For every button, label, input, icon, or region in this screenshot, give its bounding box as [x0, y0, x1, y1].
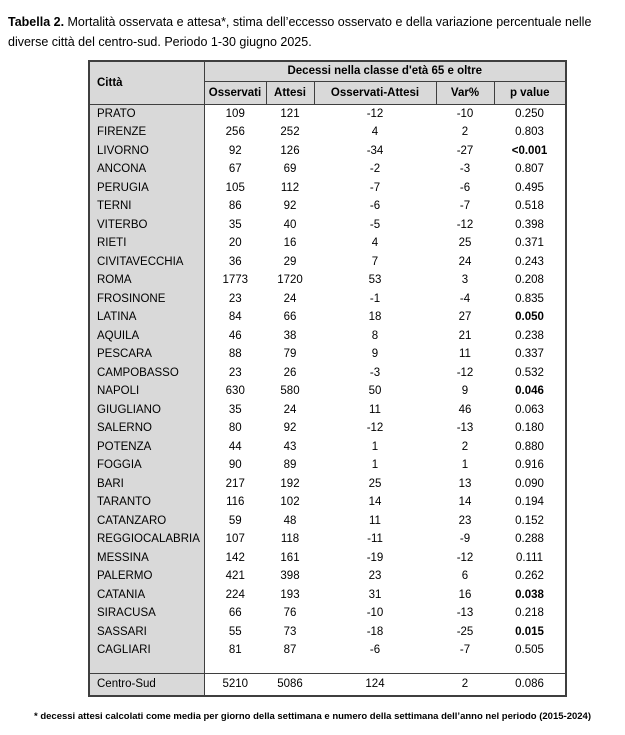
table-row: [89, 604, 566, 623]
p-value-cell: 0.194: [494, 493, 566, 512]
osservati-cell: 116: [204, 493, 266, 512]
attesi-cell: 24: [266, 290, 314, 309]
table-row: [89, 179, 566, 198]
osservati-cell: 1773: [204, 271, 266, 290]
attesi-cell: 192: [266, 475, 314, 494]
table-row: [89, 308, 566, 327]
table-row: [89, 438, 566, 457]
city-cell: REGGIOCALABRIA: [89, 530, 204, 549]
summary-p-value-cell: 0.086: [494, 673, 566, 696]
osservati-cell: 92: [204, 142, 266, 161]
diff-cell: 1: [314, 438, 436, 457]
attesi-cell: 161: [266, 549, 314, 568]
var-cell: 6: [436, 567, 494, 586]
group-header-row: [89, 61, 566, 82]
summary-var-cell: 2: [436, 673, 494, 696]
table-row: [89, 216, 566, 235]
diff-cell: 50: [314, 382, 436, 401]
attesi-cell: 76: [266, 604, 314, 623]
osservati-cell: 23: [204, 290, 266, 309]
table-row: [89, 234, 566, 253]
osservati-cell: 105: [204, 179, 266, 198]
p-value-cell: 0.398: [494, 216, 566, 235]
var-cell: -13: [436, 604, 494, 623]
diff-cell: -12: [314, 104, 436, 123]
p-value-cell: 0.180: [494, 419, 566, 438]
var-cell: -27: [436, 142, 494, 161]
p-value-cell: 0.218: [494, 604, 566, 623]
osservati-cell: 36: [204, 253, 266, 272]
attesi-cell: 92: [266, 419, 314, 438]
spacer-row: [89, 660, 566, 674]
diff-cell: -19: [314, 549, 436, 568]
var-cell: -12: [436, 549, 494, 568]
table-row: [89, 382, 566, 401]
p-value-cell: 0.337: [494, 345, 566, 364]
summary-row: [89, 673, 566, 696]
city-cell: LATINA: [89, 308, 204, 327]
var-cell: -4: [436, 290, 494, 309]
spacer-city-cell: [89, 660, 204, 674]
p-value-cell: 0.916: [494, 456, 566, 475]
var-cell: 2: [436, 438, 494, 457]
attesi-cell: 252: [266, 123, 314, 142]
var-cell: -12: [436, 364, 494, 383]
table-row: [89, 142, 566, 161]
var-cell: 27: [436, 308, 494, 327]
diff-cell: 53: [314, 271, 436, 290]
attesi-cell: 38: [266, 327, 314, 346]
p-value-cell: 0.243: [494, 253, 566, 272]
osservati-cell: 20: [204, 234, 266, 253]
attesi-cell: 121: [266, 104, 314, 123]
city-cell: AQUILA: [89, 327, 204, 346]
diff-cell: 18: [314, 308, 436, 327]
table-row: [89, 549, 566, 568]
p-value-cell: 0.111: [494, 549, 566, 568]
attesi-cell: 48: [266, 512, 314, 531]
table-header: [89, 61, 566, 105]
osservati-cell: 46: [204, 327, 266, 346]
table-row: [89, 253, 566, 272]
osservati-cell: 35: [204, 401, 266, 420]
p-value-cell: 0.250: [494, 104, 566, 123]
city-cell: VITERBO: [89, 216, 204, 235]
col-header-var-pct: Var%: [436, 81, 494, 104]
city-cell: BARI: [89, 475, 204, 494]
p-value-cell: 0.803: [494, 123, 566, 142]
p-value-cell: 0.038: [494, 586, 566, 605]
attesi-cell: 26: [266, 364, 314, 383]
p-value-cell: 0.518: [494, 197, 566, 216]
osservati-cell: 630: [204, 382, 266, 401]
diff-cell: -11: [314, 530, 436, 549]
city-cell: CIVITAVECCHIA: [89, 253, 204, 272]
diff-cell: 14: [314, 493, 436, 512]
p-value-cell: 0.152: [494, 512, 566, 531]
attesi-cell: 89: [266, 456, 314, 475]
p-value-cell: 0.880: [494, 438, 566, 457]
var-cell: 1: [436, 456, 494, 475]
attesi-cell: 87: [266, 641, 314, 660]
var-cell: 16: [436, 586, 494, 605]
p-value-cell: 0.532: [494, 364, 566, 383]
attesi-cell: 102: [266, 493, 314, 512]
city-cell: SIRACUSA: [89, 604, 204, 623]
p-value-cell: 0.050: [494, 308, 566, 327]
city-cell: ANCONA: [89, 160, 204, 179]
attesi-cell: 398: [266, 567, 314, 586]
summary-diff-cell: 124: [314, 673, 436, 696]
col-group-header: Decessi nella classe d'età 65 e oltre: [204, 61, 566, 82]
diff-cell: 31: [314, 586, 436, 605]
col-header-p-value: p value: [494, 81, 566, 104]
city-cell: PALERMO: [89, 567, 204, 586]
var-cell: -9: [436, 530, 494, 549]
caption-text: Mortalità osservata e attesa*, stima dell’eccesso osservato e della variazione percentuale nelle diverse città del centro-sud. Periodo 1-30 giugno 2025.: [8, 15, 592, 50]
summary-attesi-cell: 5086: [266, 673, 314, 696]
city-cell: NAPOLI: [89, 382, 204, 401]
diff-cell: 23: [314, 567, 436, 586]
diff-cell: 1: [314, 456, 436, 475]
attesi-cell: 193: [266, 586, 314, 605]
osservati-cell: 59: [204, 512, 266, 531]
col-header-citta: Città: [89, 61, 204, 105]
p-value-cell: 0.046: [494, 382, 566, 401]
p-value-cell: 0.015: [494, 623, 566, 642]
attesi-cell: 43: [266, 438, 314, 457]
osservati-cell: 107: [204, 530, 266, 549]
table-row: [89, 290, 566, 309]
table-row: [89, 345, 566, 364]
table-row: [89, 623, 566, 642]
caption-label: Tabella 2.: [8, 15, 65, 29]
summary-city-cell: Centro-Sud: [89, 673, 204, 696]
p-value-cell: 0.495: [494, 179, 566, 198]
var-cell: 2: [436, 123, 494, 142]
osservati-cell: 35: [204, 216, 266, 235]
p-value-cell: 0.835: [494, 290, 566, 309]
table-row: [89, 493, 566, 512]
city-cell: RIETI: [89, 234, 204, 253]
osservati-cell: 81: [204, 641, 266, 660]
table-row: [89, 530, 566, 549]
diff-cell: -7: [314, 179, 436, 198]
table-caption: [8, 12, 619, 53]
diff-cell: -10: [314, 604, 436, 623]
city-cell: CATANZARO: [89, 512, 204, 531]
city-cell: SASSARI: [89, 623, 204, 642]
osservati-cell: 224: [204, 586, 266, 605]
p-value-cell: 0.371: [494, 234, 566, 253]
diff-cell: -18: [314, 623, 436, 642]
diff-cell: -3: [314, 364, 436, 383]
diff-cell: -34: [314, 142, 436, 161]
diff-cell: -1: [314, 290, 436, 309]
city-cell: CAMPOBASSO: [89, 364, 204, 383]
osservati-cell: 80: [204, 419, 266, 438]
diff-cell: 8: [314, 327, 436, 346]
table-row: [89, 641, 566, 660]
table-row: [89, 567, 566, 586]
table-row: [89, 104, 566, 123]
var-cell: 24: [436, 253, 494, 272]
table-row: [89, 123, 566, 142]
var-cell: 11: [436, 345, 494, 364]
city-cell: PESCARA: [89, 345, 204, 364]
var-cell: -7: [436, 197, 494, 216]
city-cell: LIVORNO: [89, 142, 204, 161]
attesi-cell: 24: [266, 401, 314, 420]
p-value-cell: 0.063: [494, 401, 566, 420]
city-cell: MESSINA: [89, 549, 204, 568]
osservati-cell: 84: [204, 308, 266, 327]
table-row: [89, 475, 566, 494]
table-body: [89, 104, 566, 660]
attesi-cell: 1720: [266, 271, 314, 290]
attesi-cell: 66: [266, 308, 314, 327]
diff-cell: -6: [314, 641, 436, 660]
diff-cell: -5: [314, 216, 436, 235]
col-header-attesi: Attesi: [266, 81, 314, 104]
city-cell: PERUGIA: [89, 179, 204, 198]
var-cell: 23: [436, 512, 494, 531]
attesi-cell: 112: [266, 179, 314, 198]
osservati-cell: 217: [204, 475, 266, 494]
osservati-cell: 86: [204, 197, 266, 216]
attesi-cell: 580: [266, 382, 314, 401]
city-cell: FIRENZE: [89, 123, 204, 142]
osservati-cell: 67: [204, 160, 266, 179]
table-row: [89, 419, 566, 438]
osservati-cell: 256: [204, 123, 266, 142]
diff-cell: 11: [314, 401, 436, 420]
osservati-cell: 421: [204, 567, 266, 586]
diff-cell: 4: [314, 123, 436, 142]
city-cell: POTENZA: [89, 438, 204, 457]
osservati-cell: 88: [204, 345, 266, 364]
var-cell: 3: [436, 271, 494, 290]
var-cell: 14: [436, 493, 494, 512]
diff-cell: -12: [314, 419, 436, 438]
osservati-cell: 55: [204, 623, 266, 642]
summary-osservati-cell: 5210: [204, 673, 266, 696]
city-cell: TARANTO: [89, 493, 204, 512]
diff-cell: 11: [314, 512, 436, 531]
city-cell: ROMA: [89, 271, 204, 290]
osservati-cell: 142: [204, 549, 266, 568]
city-cell: SALERNO: [89, 419, 204, 438]
var-cell: 21: [436, 327, 494, 346]
table-summary: [89, 660, 566, 696]
table-row: [89, 197, 566, 216]
var-cell: 13: [436, 475, 494, 494]
diff-cell: 25: [314, 475, 436, 494]
attesi-cell: 126: [266, 142, 314, 161]
p-value-cell: 0.505: [494, 641, 566, 660]
var-cell: -3: [436, 160, 494, 179]
diff-cell: -2: [314, 160, 436, 179]
table-row: [89, 271, 566, 290]
p-value-cell: 0.262: [494, 567, 566, 586]
var-cell: 25: [436, 234, 494, 253]
footnote: * decessi attesi calcolati come media per giorno della settimana e numero della settimana dell’anno nel periodo (2015-2024): [34, 710, 591, 722]
table-row: [89, 512, 566, 531]
p-value-cell: 0.208: [494, 271, 566, 290]
var-cell: -13: [436, 419, 494, 438]
city-cell: PRATO: [89, 104, 204, 123]
table-row: [89, 401, 566, 420]
city-cell: TERNI: [89, 197, 204, 216]
diff-cell: 7: [314, 253, 436, 272]
p-value-cell: 0.288: [494, 530, 566, 549]
diff-cell: 4: [314, 234, 436, 253]
attesi-cell: 69: [266, 160, 314, 179]
osservati-cell: 90: [204, 456, 266, 475]
p-value-cell: 0.238: [494, 327, 566, 346]
var-cell: -10: [436, 104, 494, 123]
osservati-cell: 23: [204, 364, 266, 383]
col-header-osservati-attesi: Osservati-Attesi: [314, 81, 436, 104]
diff-cell: -6: [314, 197, 436, 216]
city-cell: CAGLIARI: [89, 641, 204, 660]
osservati-cell: 44: [204, 438, 266, 457]
attesi-cell: 73: [266, 623, 314, 642]
var-cell: -7: [436, 641, 494, 660]
p-value-cell: 0.807: [494, 160, 566, 179]
var-cell: -6: [436, 179, 494, 198]
var-cell: 9: [436, 382, 494, 401]
var-cell: -12: [436, 216, 494, 235]
city-cell: GIUGLIANO: [89, 401, 204, 420]
diff-cell: 9: [314, 345, 436, 364]
attesi-cell: 40: [266, 216, 314, 235]
var-cell: -25: [436, 623, 494, 642]
city-cell: CATANIA: [89, 586, 204, 605]
table-row: [89, 327, 566, 346]
attesi-cell: 29: [266, 253, 314, 272]
mortality-table: [88, 60, 567, 697]
table-row: [89, 160, 566, 179]
attesi-cell: 79: [266, 345, 314, 364]
osservati-cell: 109: [204, 104, 266, 123]
city-cell: FOGGIA: [89, 456, 204, 475]
attesi-cell: 16: [266, 234, 314, 253]
city-cell: FROSINONE: [89, 290, 204, 309]
var-cell: 46: [436, 401, 494, 420]
attesi-cell: 92: [266, 197, 314, 216]
p-value-cell: 0.090: [494, 475, 566, 494]
col-header-osservati: Osservati: [204, 81, 266, 104]
p-value-cell: <0.001: [494, 142, 566, 161]
table-row: [89, 456, 566, 475]
osservati-cell: 66: [204, 604, 266, 623]
table-row: [89, 364, 566, 383]
table-row: [89, 586, 566, 605]
attesi-cell: 118: [266, 530, 314, 549]
